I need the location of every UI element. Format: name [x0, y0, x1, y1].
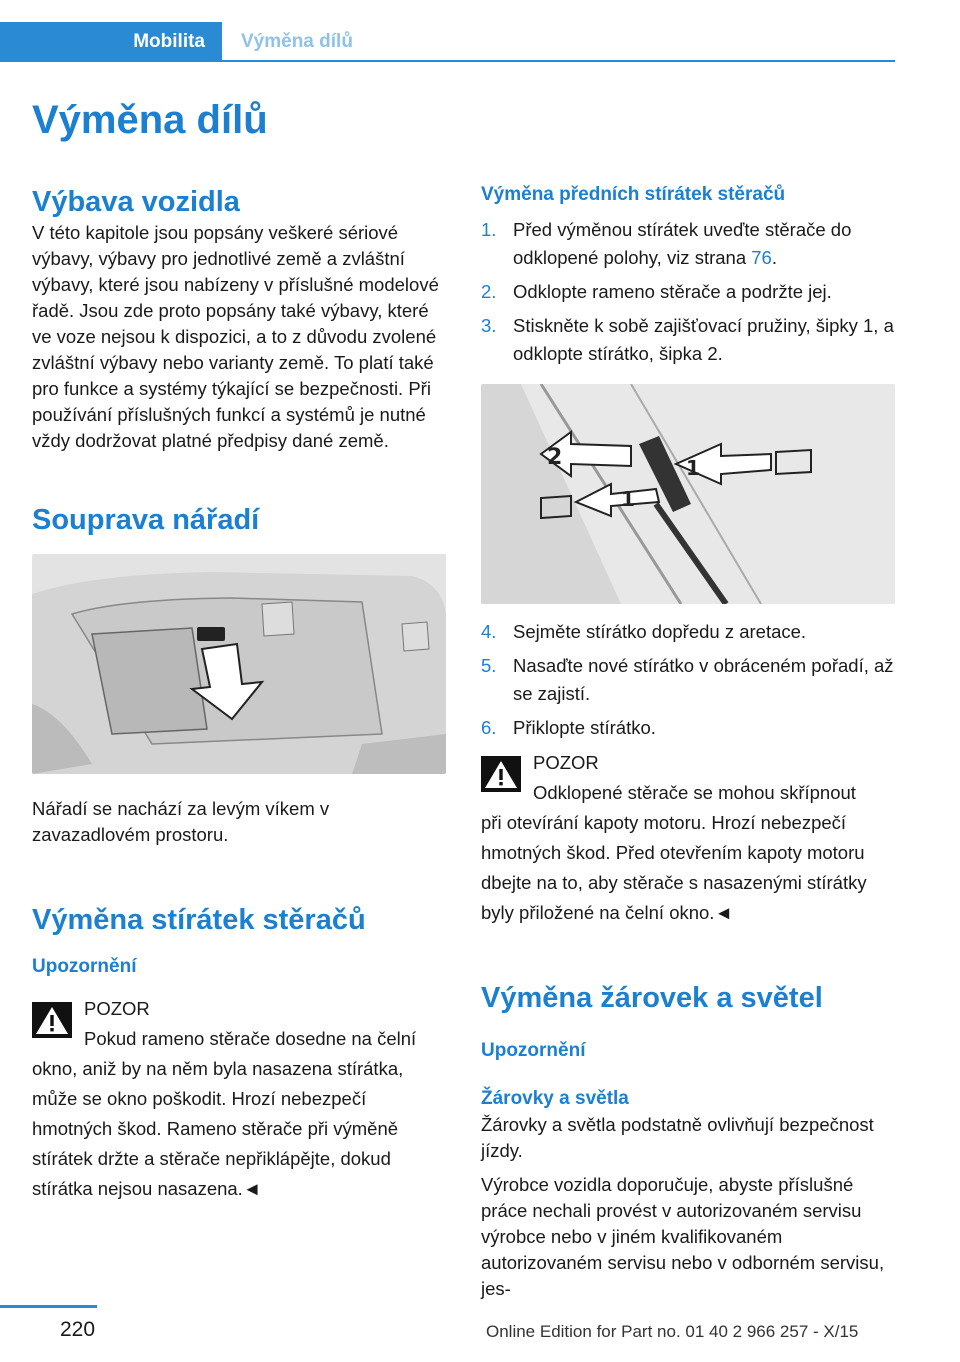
warning-text: při otevírání kapoty motoru. Hrozí nebezpečí hmotných škod. Před otevřením kapoty motoru dbejte na to, aby stěrače s nasazenými stírátky byly přiložené na čelní okno.◄: [481, 812, 867, 923]
wiper-image: [481, 384, 895, 604]
step-number: 4.: [481, 621, 497, 642]
warning-block-right: [481, 748, 895, 928]
svg-text:2: 2: [547, 445, 563, 470]
warning-title: POZOR: [84, 998, 150, 1019]
svg-text:1: 1: [686, 456, 700, 480]
left-column: [32, 180, 446, 1204]
step-item: [481, 618, 895, 646]
section-title-zarovky: Výměna žárovek a světel: [481, 982, 823, 1014]
step-item: [481, 652, 895, 708]
warning-title: POZOR: [533, 752, 599, 773]
steps-list-a: [481, 216, 895, 368]
step-number: 3.: [481, 315, 497, 336]
svg-text:1: 1: [621, 487, 635, 511]
warning-triangle-icon: [481, 756, 521, 792]
steps-list-b: [481, 618, 895, 742]
subsubsection-zarovky: Žárovky a světla: [481, 1088, 629, 1109]
section-text-vybava: V této kapitole jsou popsány veškeré sériové výbavy, výbavy pro jednotlivé země a zvláštní výbavy, které jsou nabízeny v příslušné modelové řadě. Jsou zde proto popsány také výbavy, které ve voze nejsou k dispozici, a to z důvodu zvolené zvláštní výbavy nebo varianty země. To platí také pro funkce a systémy týkající se bezpečnosti. Při používání příslušných funkcí a systémů je nutné vždy dodržovat platné předpisy dané země.: [32, 222, 439, 451]
step-text: Odklopte rameno stěrače a podržte jej.: [513, 281, 832, 302]
subsection-upozorneni: Upozornění: [32, 956, 137, 977]
warning-first-line: Pokud rameno stěrače dosedne na čelní: [84, 1028, 417, 1049]
step-number: 6.: [481, 717, 497, 738]
page-number: 220: [60, 1318, 96, 1341]
step-number: 2.: [481, 281, 497, 302]
warning-block-left: [32, 994, 446, 1204]
step-text: Přiklopte stírátko.: [513, 717, 656, 738]
step-text: Před výměnou stírátek uveďte stěrače do odklopené polohy, viz strana: [513, 219, 852, 268]
paragraph-zarovky-2: Výrobce vozidla doporučuje, abyste příslušné práce nechali provést v autorizovaném servisu výrobce nebo v jiném kvalifikovaném autorizovaném servisu nebo v odborném servisu, jes-: [481, 1174, 885, 1299]
page-reference-link[interactable]: 76: [751, 247, 772, 268]
toolkit-illustration: [32, 554, 446, 774]
warning-triangle-icon: [32, 1002, 72, 1038]
step-item: [481, 216, 895, 272]
tab-mobilita[interactable]: Mobilita: [0, 22, 222, 62]
section-title-vybava: Výbava vozidla: [32, 186, 240, 218]
section-title-stiratka: Výměna stírátek stěračů: [32, 904, 366, 936]
step-text: Nasaďte nové stírátko v obráceném pořadí, až se zajistí.: [513, 655, 894, 704]
warning-text: okno, aniž by na něm byla nasazena stírátka, může se okno poškodit. Hrozí nebezpečí hmotných škod. Rameno stěrače při výměně stírátek držte a stěrače nepřiklápějte, dokud stírátka nejsou nasazena.◄: [32, 1058, 404, 1199]
trunk-image: [32, 554, 446, 774]
section-title-souprava: Souprava nářadí: [32, 504, 260, 536]
step-item: [481, 714, 895, 742]
section-title-predni-stiratka: Výměna předních stírátek stěračů: [481, 184, 786, 205]
page-header: [0, 22, 895, 62]
warning-first-line: Odklopené stěrače se mohou skřípnout: [533, 782, 856, 803]
tab-vymena-dilu[interactable]: Výměna dílů: [241, 31, 353, 52]
footer-rule: [0, 1305, 97, 1308]
step-text-end: .: [771, 247, 777, 268]
header-rule: [222, 60, 895, 62]
step-item: [481, 278, 895, 306]
step-number: 1.: [481, 219, 497, 240]
step-text: Stiskněte k sobě zajišťovací pružiny, šipky 1, a odklopte stírátko, šipka 2.: [513, 315, 894, 364]
step-item: [481, 312, 895, 368]
toolkit-caption: Nářadí se nachází za levým víkem v zavazadlovém prostoru.: [32, 798, 330, 845]
paragraph-zarovky-1: Žárovky a světla podstatně ovlivňují bezpečnost jízdy.: [481, 1114, 874, 1161]
page-title: Výměna dílů: [32, 98, 268, 142]
step-number: 5.: [481, 655, 497, 676]
step-text: Sejměte stírátko dopředu z aretace.: [513, 621, 807, 642]
subsection-upozorneni-2: Upozornění: [481, 1040, 586, 1061]
edition-footer: Online Edition for Part no. 01 40 2 966 257 - X/15: [486, 1322, 859, 1341]
right-column: [481, 182, 895, 1302]
wiper-illustration: [481, 384, 895, 604]
